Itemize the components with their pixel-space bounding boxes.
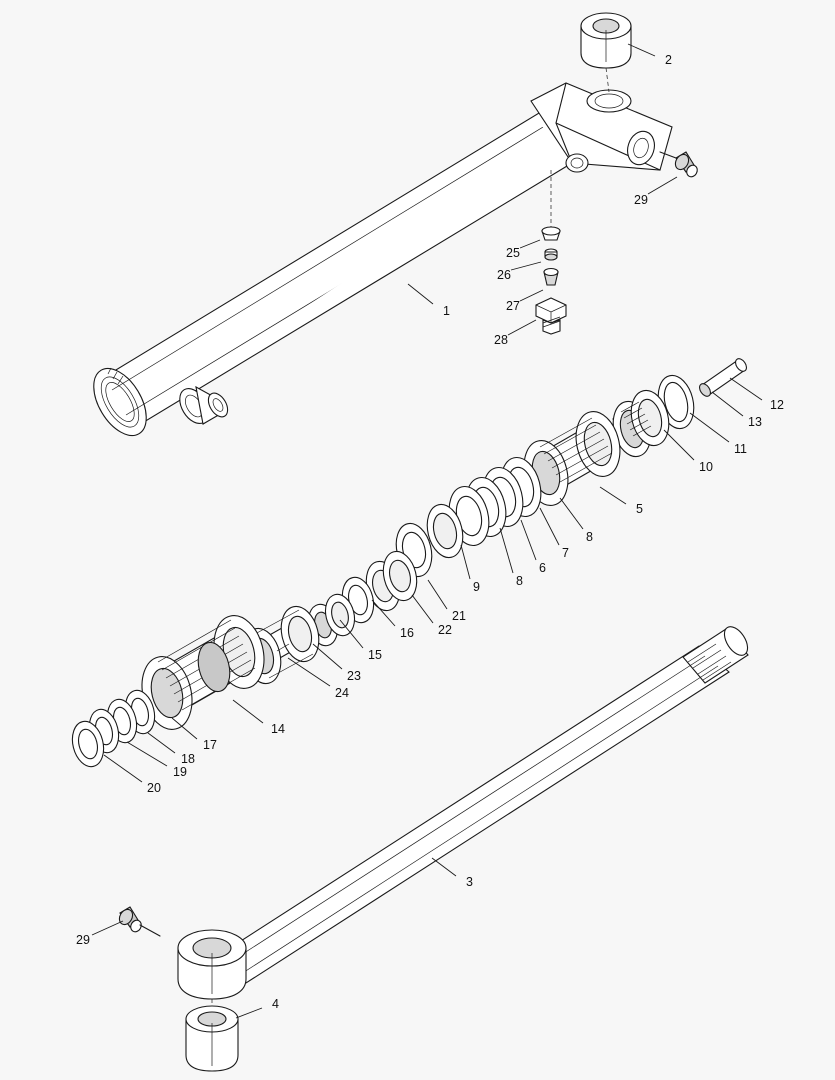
- leader-line-28: [508, 320, 536, 335]
- leader-line-26: [511, 262, 541, 270]
- leader-line-8b: [560, 498, 583, 529]
- leader-line-3: [432, 858, 456, 876]
- parts-5-13-gland-assembly: [238, 357, 749, 688]
- leader-line-8: [500, 528, 513, 573]
- leader-line-27: [520, 290, 543, 301]
- parts-17-20-orings: [68, 687, 159, 770]
- leader-line-14: [233, 700, 263, 723]
- part-4-bushing: [186, 999, 238, 1071]
- leader-line-29b: [92, 921, 123, 935]
- callout-8b: 8: [586, 530, 593, 544]
- leader-line-2: [628, 44, 655, 56]
- callout-14: 14: [271, 722, 285, 736]
- callout-4: 4: [272, 997, 279, 1011]
- leader-line-25: [520, 240, 540, 248]
- callout-10: 10: [699, 460, 713, 474]
- callout-19: 19: [173, 765, 187, 779]
- callout-17: 17: [203, 738, 217, 752]
- leader-line-9: [461, 545, 470, 579]
- callout-22: 22: [438, 623, 452, 637]
- callout-8: 8: [516, 574, 523, 588]
- part-2-bushing: [581, 13, 631, 92]
- leader-line-11: [690, 413, 729, 442]
- callout-28: 28: [494, 333, 508, 347]
- callout-15: 15: [368, 648, 382, 662]
- callout-27: 27: [506, 299, 520, 313]
- leader-line-5: [600, 487, 626, 504]
- callout-21: 21: [452, 609, 466, 623]
- callout-3: 3: [466, 875, 473, 889]
- leader-line-24: [288, 658, 330, 686]
- callout-11: 11: [734, 442, 747, 456]
- leader-line-20: [104, 755, 142, 782]
- callout-16: 16: [400, 626, 414, 640]
- callout-1: 1: [443, 304, 450, 318]
- callout-13: 13: [748, 415, 762, 429]
- callout-26: 26: [497, 268, 511, 282]
- callout-18: 18: [181, 752, 195, 766]
- parts-25-28-plug-stack: [536, 170, 566, 334]
- leader-line-29: [648, 177, 677, 194]
- part-29-grease-fitting-lower: [117, 907, 160, 936]
- callout-6: 6: [539, 561, 546, 575]
- callout-23: 23: [347, 669, 361, 683]
- leader-line-1: [408, 284, 433, 304]
- leader-line-23: [313, 644, 342, 669]
- part-1-cylinder-barrel: [83, 83, 672, 445]
- leader-line-7: [540, 508, 559, 545]
- callout-29: 29: [634, 193, 648, 207]
- leader-line-4: [236, 1008, 262, 1018]
- callout-2: 2: [665, 53, 672, 67]
- leader-line-12: [730, 378, 762, 400]
- leader-line-18: [148, 733, 175, 753]
- leader-line-10: [664, 430, 694, 460]
- callout-25: 25: [506, 246, 520, 260]
- leader-line-22: [412, 595, 433, 623]
- part-29-grease-fitting-upper: [660, 152, 699, 179]
- leader-line-13: [712, 392, 743, 416]
- callout-12: 12: [770, 398, 784, 412]
- callout-9: 9: [473, 580, 480, 594]
- callout-24: 24: [335, 686, 349, 700]
- leader-line-21: [428, 580, 447, 609]
- leader-line-6: [521, 520, 536, 560]
- callout-20: 20: [147, 781, 161, 795]
- callout-29b: 29: [76, 933, 90, 947]
- part-14-piston-assembly: [135, 610, 271, 734]
- callout-5: 5: [636, 502, 643, 516]
- part-12-13-dowel-pin: [697, 357, 748, 399]
- leader-line-19: [127, 742, 167, 766]
- callout-7: 7: [562, 546, 569, 560]
